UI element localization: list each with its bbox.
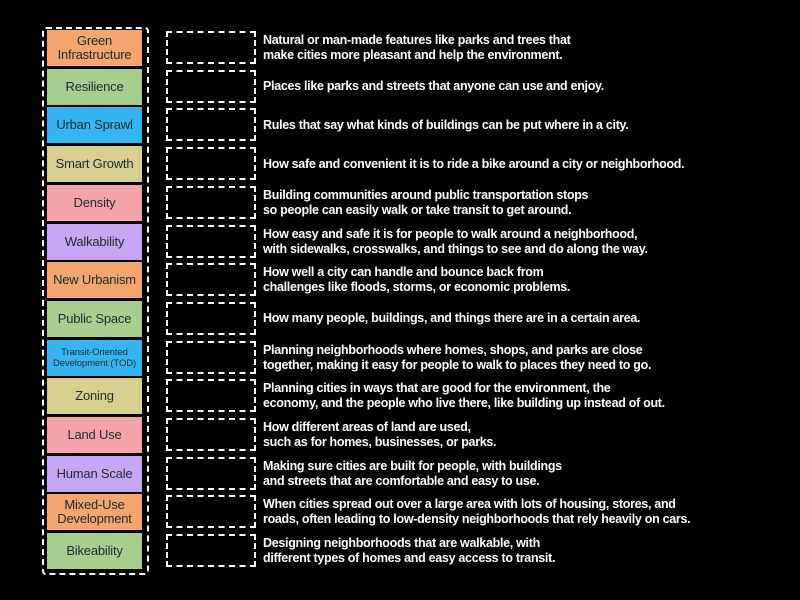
drop-slot[interactable] — [166, 457, 256, 490]
drop-slot[interactable] — [166, 379, 256, 412]
definition-text: Designing neighborhoods that are walkable, with different types of homes and easy access to transit. — [263, 536, 556, 566]
term-tile[interactable]: Land Use — [47, 417, 142, 453]
term-tile[interactable]: Human Scale — [47, 456, 142, 492]
drop-slot[interactable] — [166, 147, 256, 180]
drop-slot[interactable] — [166, 418, 256, 451]
drop-slot[interactable] — [166, 70, 256, 103]
definition-text: Natural or man-made features like parks and trees that make cities more pleasant and help the environment. — [263, 33, 571, 62]
drop-slot[interactable] — [166, 302, 256, 335]
definition-text: How many people, buildings, and things there are in a certain area. — [263, 311, 641, 326]
definition-text: How well a city can handle and bounce back from challenges like floods, storms, or economic problems. — [263, 265, 571, 295]
definition-text: Making sure cities are built for people, with buildings and streets that are comfortable and easy to use. — [263, 458, 562, 488]
drop-slot[interactable] — [166, 225, 256, 258]
definition-text: How easy and safe it is for people to walk around a neighborhood, with sidewalks, crosswalks, and things to see and do along the way. — [263, 226, 648, 256]
term-tile[interactable]: Transit-Oriented Development (TOD) — [47, 340, 142, 376]
drop-slot[interactable] — [166, 263, 256, 296]
definition-text: When cities spread out over a large area with lots of housing, stores, and roads, often leading to low-density neighborhoods that rely heavily on cars. — [263, 497, 691, 527]
definition-text: How different areas of land are used, such as for homes, businesses, or parks. — [263, 420, 497, 449]
term-tile[interactable]: Zoning — [47, 378, 142, 414]
drop-slot[interactable] — [166, 108, 256, 141]
definition-text: Rules that say what kinds of buildings can be put where in a city. — [263, 117, 629, 132]
drop-slot[interactable] — [166, 534, 256, 567]
drop-slot[interactable] — [166, 186, 256, 219]
term-tile[interactable]: Mixed-Use Development — [47, 494, 142, 530]
term-tile[interactable]: Public Space — [47, 301, 142, 337]
term-tile[interactable]: Walkability — [47, 224, 142, 260]
definition-text: Planning neighborhoods where homes, shops, and parks are close together, making it easy for people to walk to places they need to go. — [263, 342, 652, 372]
drop-slot[interactable] — [166, 341, 256, 374]
definition-text: Building communities around public transportation stops so people can easily walk or take transit to get around. — [263, 187, 589, 217]
drop-slot[interactable] — [166, 495, 256, 528]
definition-text: Planning cities in ways that are good for the environment, the economy, and the people who live there, like building up instead of out. — [263, 381, 665, 411]
term-tile[interactable]: Smart Growth — [47, 146, 142, 182]
term-tile[interactable]: Bikeability — [47, 533, 142, 569]
term-tile[interactable]: Urban Sprawl — [47, 107, 142, 143]
term-tile[interactable]: New Urbanism — [47, 262, 142, 298]
definition-text: Places like parks and streets that anyone can use and enjoy. — [263, 79, 604, 94]
term-tile[interactable]: Density — [47, 185, 142, 221]
drop-slot[interactable] — [166, 31, 256, 64]
term-tile[interactable]: Resilience — [47, 69, 142, 105]
term-tile[interactable]: Green Infrastructure — [47, 30, 142, 66]
definition-text: How safe and convenient it is to ride a bike around a city or neighborhood. — [263, 156, 685, 171]
